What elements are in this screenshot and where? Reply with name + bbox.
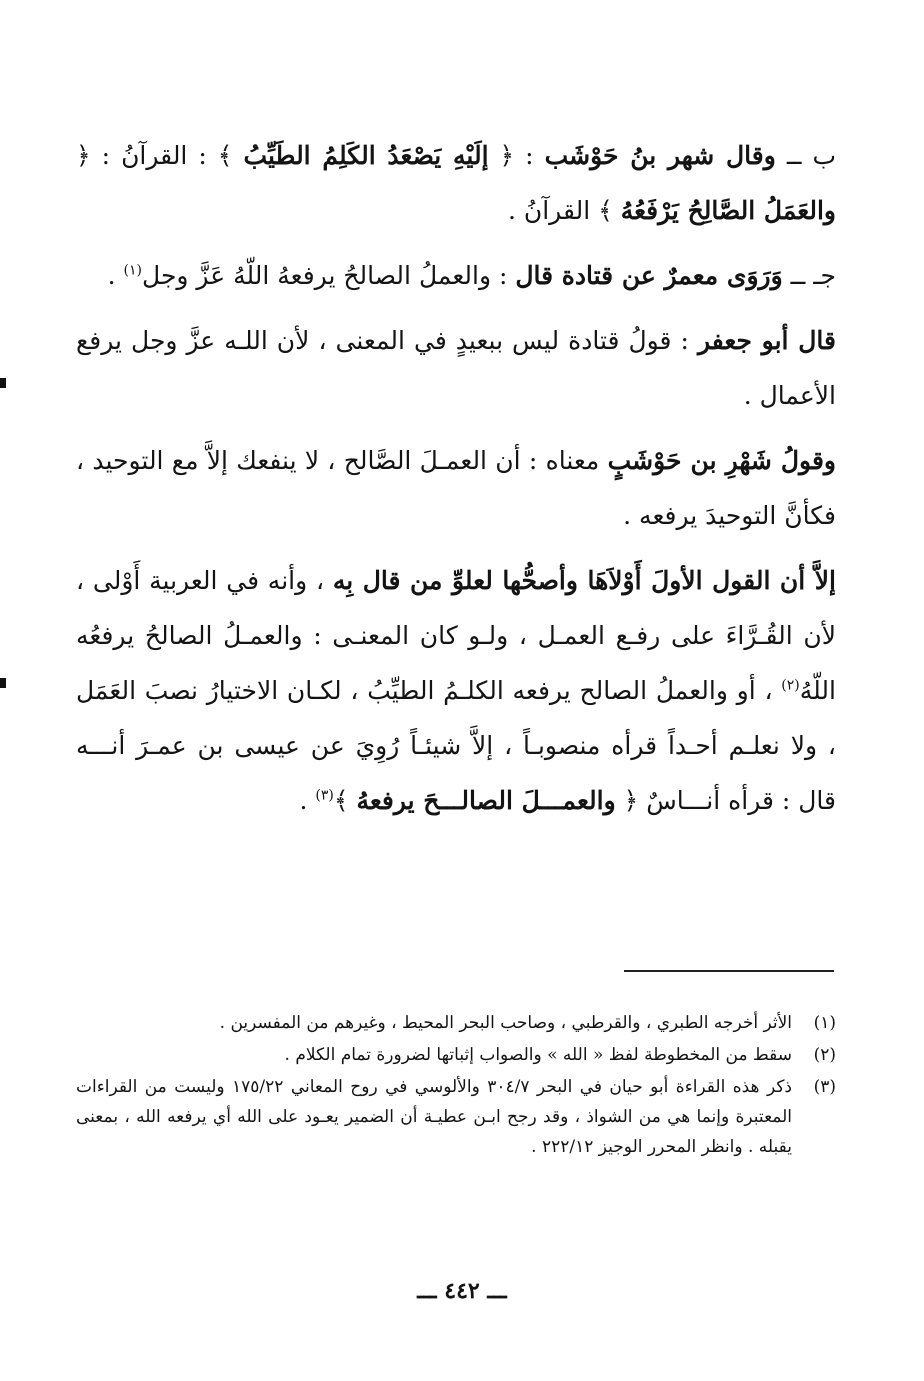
footnote-number: (٢) xyxy=(813,1045,836,1065)
text-run: جـ ــ xyxy=(782,261,836,290)
paragraph xyxy=(76,128,836,238)
paragraph xyxy=(76,553,836,828)
bold-text: إلاَّ أن القول الأولَ أَوْلاَهَا وأصحُّها لعلوِّ من قال بِه xyxy=(332,566,836,595)
bold-text: قال أبو جعفر xyxy=(697,326,837,355)
bold-text: إلَيْهِ يَصْعَدُ الكَلِمُ الطَيِّبُ xyxy=(243,141,489,170)
text-run: معناه : أن العمـلَ الصَّالح ، لا ينفعك إلاَّ مع التوحيد ، فكأنَّ التوحيدَ يرفعه . xyxy=(76,446,836,530)
text-run: ﴾ xyxy=(333,786,357,815)
bold-text: وَرَوَى معمرٌ عن قتادة قال xyxy=(515,261,783,290)
text-run: . xyxy=(299,786,316,815)
margin-mark xyxy=(0,678,6,688)
footnote-ref: (٣) xyxy=(315,787,334,804)
text-run: . xyxy=(107,261,124,290)
footnotes xyxy=(76,1008,836,1164)
bold-text: والعَمَلُ الصَّالِحُ يَرْفَعُهُ xyxy=(620,196,836,225)
paragraph xyxy=(76,313,836,423)
text-run: ، وأنه في العربية أَوْلى ، لأن القُـرَّاءَ على رفـع العمـل ، ولـو كان المعنـى : والعمـلُ الصالحُ يرفعُه اللّهُ xyxy=(76,566,836,705)
footnote-ref: (١) xyxy=(123,262,143,279)
paragraph xyxy=(76,248,836,303)
footnote xyxy=(76,1072,836,1162)
footnote-number: (٣) xyxy=(813,1077,836,1097)
text-run: : قولُ قتادة ليس ببعيدٍ في المعنى ، لأن اللـه عزَّ وجل يرفع الأعمال . xyxy=(76,326,836,410)
footnote xyxy=(76,1008,836,1038)
text-run: ب ــ xyxy=(775,141,836,170)
bold-text: وقولُ شَهْرِ بن حَوْشَبٍ xyxy=(607,446,836,475)
footnote xyxy=(76,1040,836,1070)
text-run: ﴾ القرآنُ . xyxy=(507,196,621,225)
paragraph xyxy=(76,433,836,543)
footnote-text: ذكر هذه القراءة أبو حيان في البحر ٣٠٤/٧ والألوسي في روح المعاني ١٧٥/٢٢ وليست من القراءات المعتبرة وإنما هي من الشواذ ، وقد رجح ابـن عطيـة أن الضمير يعـود على الله أي يرفعه الله ، بمعنى يقبله . وانظر المحرر الوجيز ٢٢٢/١٢ . xyxy=(76,1077,792,1157)
text-run: ، أو والعملُ الصالح يرفعه الكلـمُ الطيِّبُ ، لكـان الاختيارُ نصبَ العَمَل ، ولا نعلـم أحـداً قرأه منصوبـاً ، إلاَّ شيئـاً رُوِيَ عن عيسى بن عمـرَ أنـــه قال : قرأه أنـــاسٌ ﴿ xyxy=(76,676,836,815)
margin-mark xyxy=(0,378,6,388)
text-run: : ﴿ xyxy=(488,141,545,170)
text-run: ﴾ : القرآنُ : ﴿ xyxy=(76,141,244,170)
bold-text: والعمـــلَ الصالـــحَ يرفعهُ xyxy=(356,786,616,815)
page-number: ـــ ٤٤٢ ـــ xyxy=(417,1278,507,1304)
footnote-text: الأثر أخرجه الطبري ، والقرطبي ، وصاحب البحر المحيط ، وغيرهم من المفسرين . xyxy=(219,1013,792,1033)
footnote-number: (١) xyxy=(813,1013,836,1033)
bold-text: وقال شهر بنُ حَوْشَب xyxy=(544,141,776,170)
text-run: : والعملُ الصالحُ يرفعهُ اللّهُ عَزَّ وجل xyxy=(142,261,516,290)
footnote-text: سقط من المخطوطة لفظ « الله » والصواب إثباتها لضرورة تمام الكلام . xyxy=(284,1045,792,1065)
footnote-separator xyxy=(624,970,834,972)
footnote-ref: (٢) xyxy=(781,677,800,694)
main-text xyxy=(76,128,836,838)
